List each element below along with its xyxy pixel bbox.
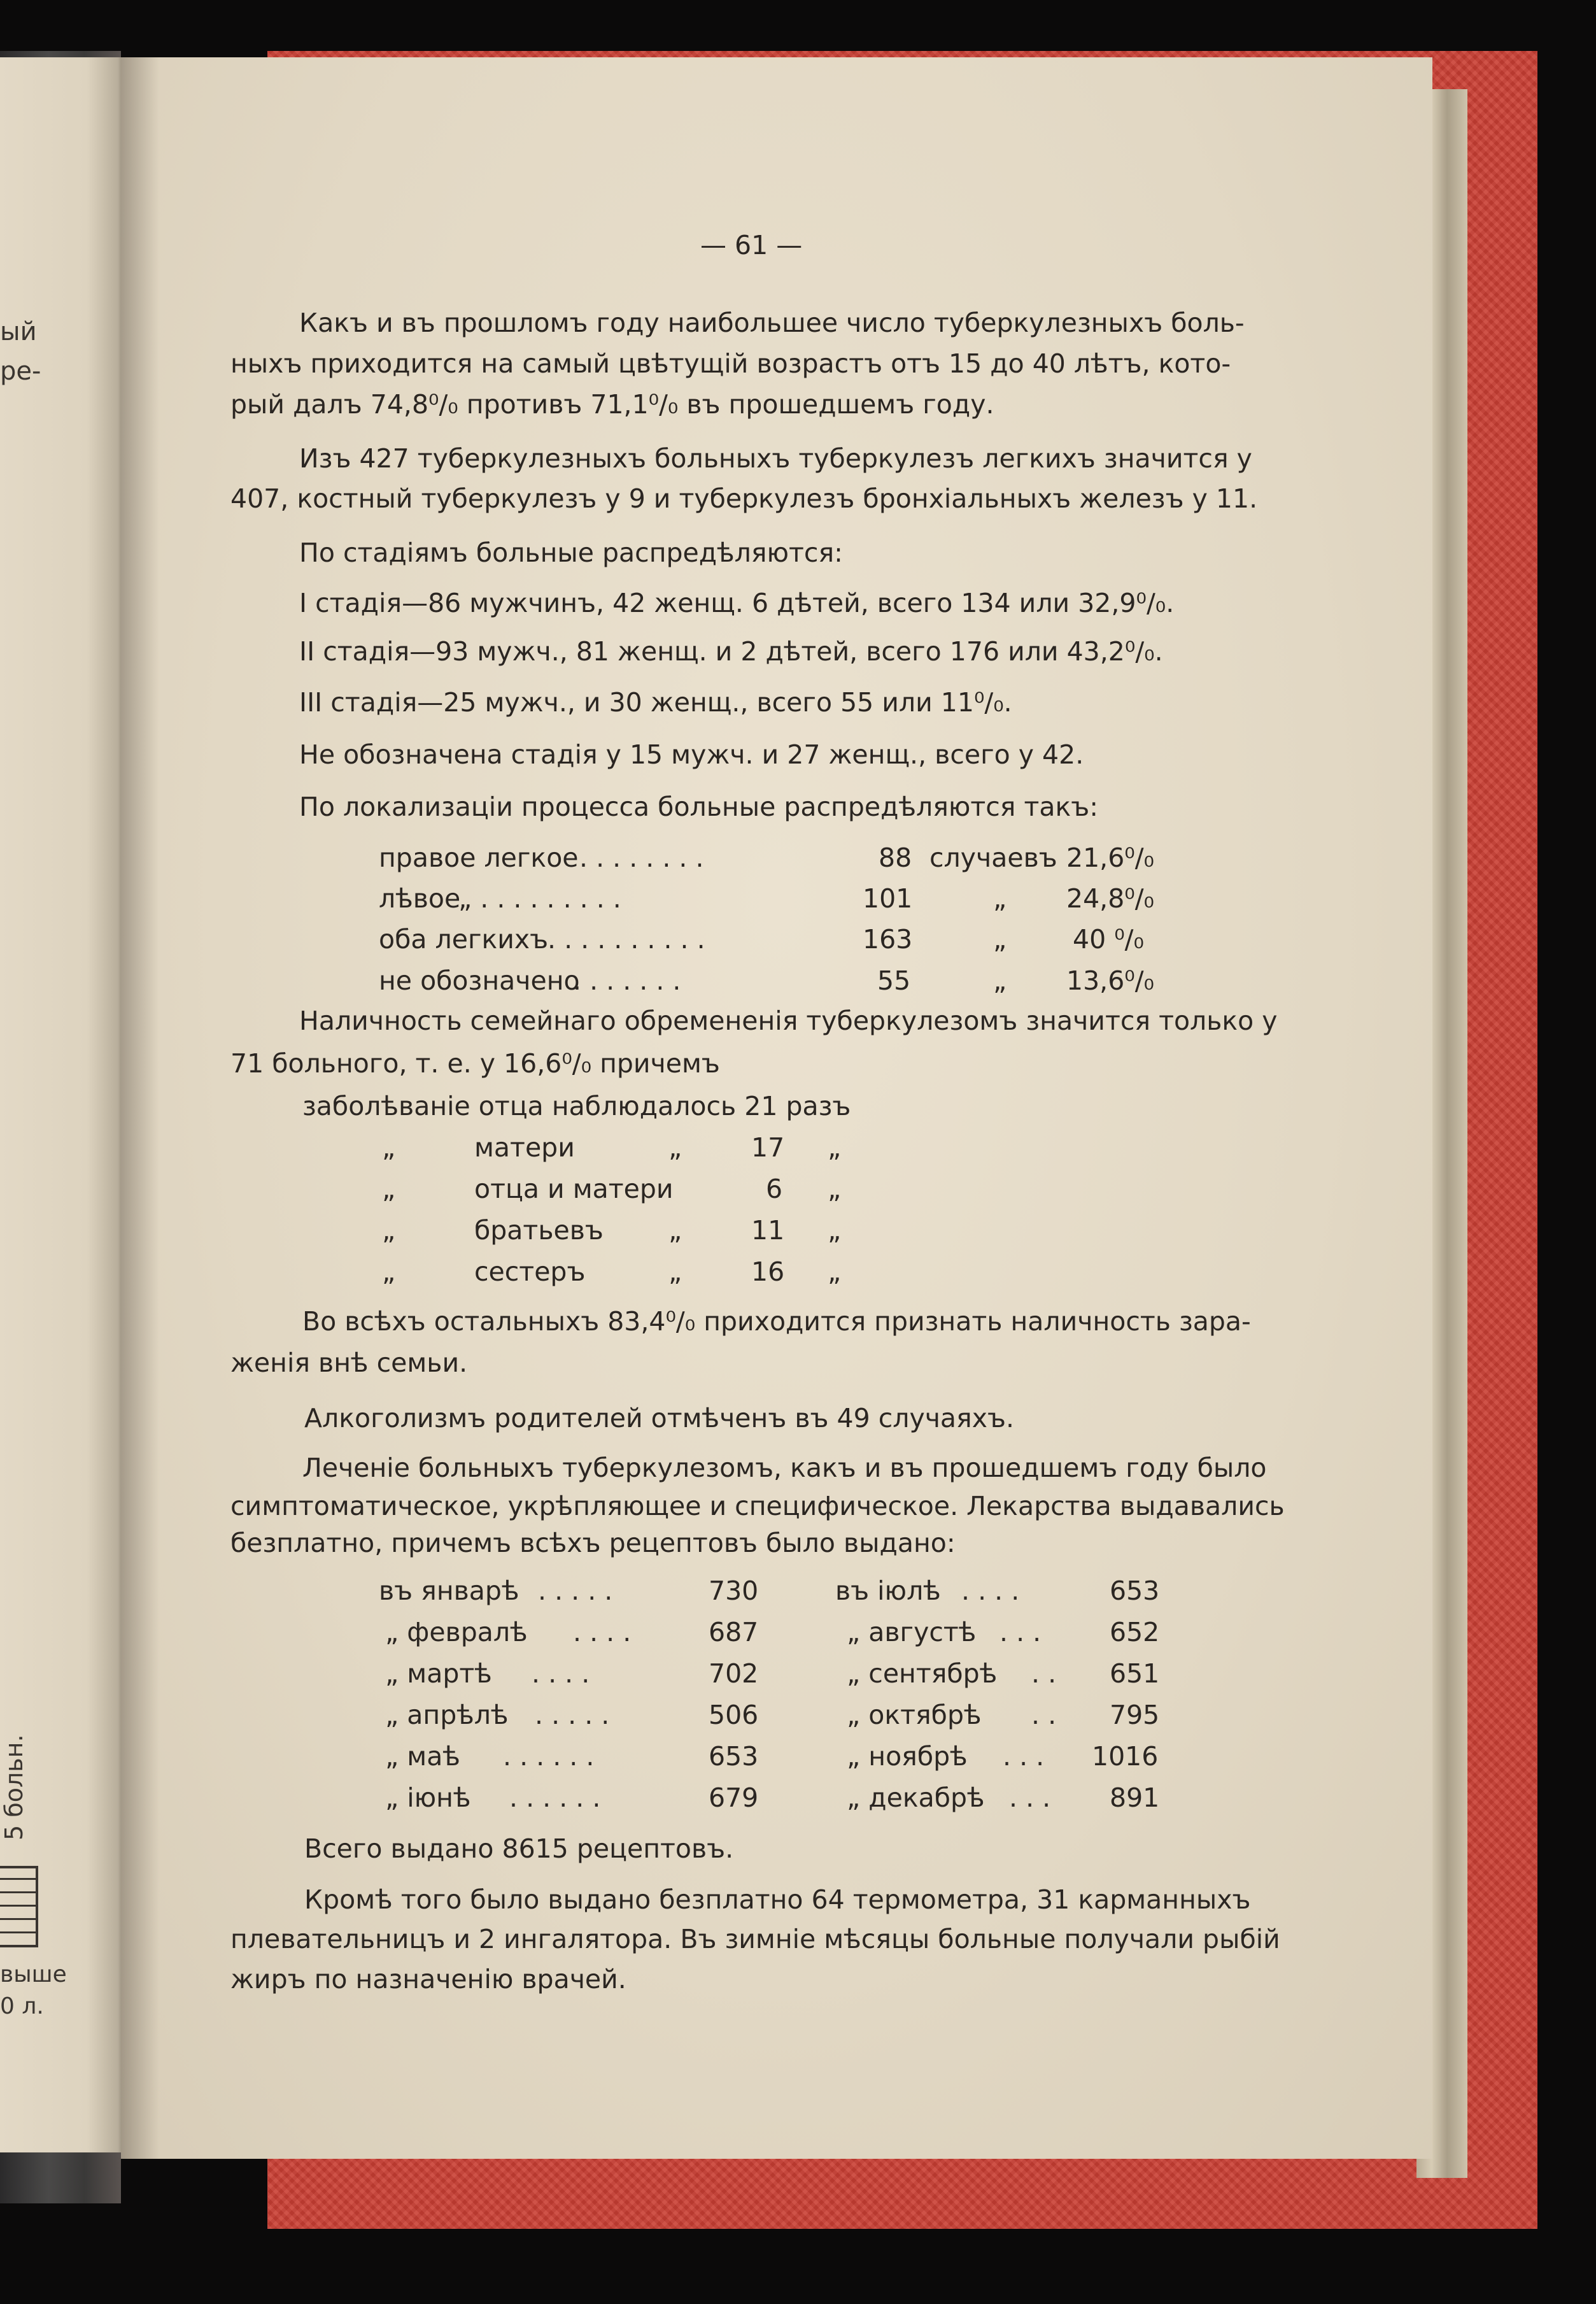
alcoholism-line: Алкоголизмъ родителей отмѣченъ въ 49 случаяхъ. [304,1403,1014,1433]
paragraph-line: Леченіе больныхъ туберкулезомъ, какъ и въ прошедшемъ году было [302,1453,1267,1483]
heredity-count: 17 [751,1132,785,1163]
paragraph-line: Изъ 427 туберкулезныхъ больныхъ туберкулезъ легкихъ значится у [299,443,1252,474]
localization-label: лѣвое [379,883,461,914]
paragraph-line: Во всѣхъ остальныхъ 83,4⁰/₀ приходится признать наличность зара- [302,1306,1251,1337]
leader-dots: . . . . . [535,1700,610,1730]
localization-pct: 24,8⁰/₀ [1066,883,1154,914]
month-label: „ февралѣ [385,1617,528,1647]
stage-line: II стадія—93 мужч., 81 женщ. и 2 дѣтей, всего 176 или 43,2⁰/₀. [299,636,1163,667]
prescription-count: 730 [709,1575,759,1606]
stage-line: III стадія—25 мужч., и 30 женщ., всего 55 или 11⁰/₀. [299,687,1012,718]
localization-label: оба легкихъ [379,924,549,955]
prescription-count: 891 [1110,1782,1160,1813]
paragraph-line: женія внѣ семьи. [230,1348,468,1378]
paragraph-line: 71 больного, т. е. у 16,6⁰/₀ причемъ [230,1048,720,1079]
paragraph-line: Кромѣ того было выдано безплатно 64 термометра, 31 карманныхъ [304,1884,1251,1915]
left-page-text: выше [0,1961,67,1988]
leader-dots: . . . . . . [503,1741,595,1772]
paragraph-line: 407, костный туберкулезъ у 9 и туберкулезъ бронхіальныхъ железъ у 11. [230,483,1258,514]
leader-dots: . . . . . . . . . . [547,924,705,955]
paragraph-line: симптоматическое, укрѣпляющее и специфическое. Лекарства выдавались [230,1491,1285,1521]
total-line: Всего выдано 8615 рецептовъ. [304,1833,734,1864]
prescription-count: 687 [709,1617,759,1647]
leader-dots: . . . . . . [509,1782,601,1813]
heredity-count: 11 [751,1215,785,1246]
paragraph-line: безплатно, причемъ всѣхъ рецептовъ было выдано: [230,1528,956,1558]
ditto-mark: „ [668,1256,682,1287]
localization-label: правое легкое [379,843,579,873]
leader-dots: . . . . . [538,1575,613,1606]
leader-dots: „ . . . . . . . . . [458,883,621,914]
ditto-mark: „ [382,1132,396,1163]
ditto-mark: „ [828,1215,842,1246]
left-page-text: ый [0,317,37,346]
paragraph-line: плевательницъ и 2 ингалятора. Въ зимніе мѣсяцы больные получали рыбій [230,1924,1280,1954]
left-page-grid-figure [0,1866,38,1947]
leader-dots: . . . . [573,1617,632,1647]
ditto-mark: „ [828,1132,842,1163]
localization-label: не обозначено [379,965,580,996]
month-label: „ августѣ [847,1617,977,1647]
localization-unit: „ [993,883,1007,914]
prescription-count: 652 [1110,1617,1160,1647]
prescription-count: 795 [1110,1700,1160,1730]
prescription-count: 679 [709,1782,759,1813]
leader-dots: . . . [1003,1741,1045,1772]
paragraph-line: Наличность семейнаго обремененія туберкулезомъ значится только у [299,1006,1278,1036]
left-page-fragment [0,57,124,2152]
prescription-count: 653 [1110,1575,1160,1606]
ditto-mark: „ [382,1215,396,1246]
paragraph-line: ныхъ приходится на самый цвѣтущій возрастъ отъ 15 до 40 лѣтъ, кото- [230,348,1231,379]
leader-dots: . . . . [532,1658,590,1689]
stage-line: I стадія—86 мужчинъ, 42 женщ. 6 дѣтей, всего 134 или 32,9⁰/₀. [299,588,1175,618]
month-label: „ декабрѣ [847,1782,985,1813]
ditto-mark: „ [668,1132,682,1163]
prescription-count: 1016 [1092,1741,1159,1772]
localization-count: 55 [877,965,911,996]
prescription-count: 702 [709,1658,759,1689]
month-label: „ октябрѣ [847,1700,982,1730]
left-page-text: ре- [0,357,41,386]
leader-dots: . . [1031,1658,1057,1689]
month-label: „ мартѣ [385,1658,492,1689]
prescription-count: 653 [709,1741,759,1772]
leader-dots: . . . [1009,1782,1051,1813]
localization-unit: случаевъ [929,843,1057,873]
heredity-relative: матери [474,1132,575,1163]
localization-unit: „ [993,924,1007,955]
localization-count: 88 [879,843,912,873]
localization-count: 101 [863,883,913,914]
leader-dots: . . . . . . . . [579,843,704,873]
month-label: „ ноябрѣ [847,1741,968,1772]
heredity-count: 6 [766,1174,783,1204]
paragraph-line: рый далъ 74,8⁰/₀ противъ 71,1⁰/₀ въ прошедшемъ году. [230,389,994,420]
month-label: „ апрѣлѣ [385,1700,509,1730]
month-label: „ іюнѣ [385,1782,471,1813]
ditto-mark: „ [828,1256,842,1287]
localization-pct: 40 ⁰/₀ [1073,924,1144,955]
month-label: „ маѣ [385,1741,460,1772]
prescription-count: 506 [709,1700,759,1730]
stages-intro: По стадіямъ больные распредѣляются: [299,537,843,568]
month-label: въ январѣ [379,1575,519,1606]
localization-count: 163 [863,924,913,955]
heredity-relative: отца и матери [474,1174,674,1204]
localization-pct: 13,6⁰/₀ [1066,965,1154,996]
heredity-count: 16 [751,1256,785,1287]
ditto-mark: „ [828,1174,842,1204]
heredity-intro: заболѣваніе отца наблюдалось 21 разъ [302,1091,851,1121]
leader-dots: . . . [999,1617,1042,1647]
paragraph-line: Какъ и въ прошломъ году наибольшее число туберкулезныхъ боль- [299,308,1245,338]
paragraph-line: жиръ по назначенію врачей. [230,1964,626,1995]
localization-intro: По локализаціи процесса больные распредѣляются такъ: [299,792,1099,822]
leader-dots: . . . . [961,1575,1020,1606]
heredity-relative: сестеръ [474,1256,586,1287]
month-label: „ сентябрѣ [847,1658,998,1689]
prescription-count: 651 [1110,1658,1160,1689]
localization-unit: „ [993,965,1007,996]
left-page-text: 0 л. [0,1993,44,2019]
ditto-mark: „ [668,1215,682,1246]
heredity-relative: братьевъ [474,1215,604,1246]
localization-pct: 21,6⁰/₀ [1066,843,1154,873]
spine-shadow [121,57,159,2159]
stage-line: Не обозначена стадія у 15 мужч. и 27 женщ., всего у 42. [299,739,1084,770]
leader-dots: . . [1031,1700,1057,1730]
page-number: — 61 — [700,230,803,260]
ditto-mark: „ [382,1174,396,1204]
ditto-mark: „ [382,1256,396,1287]
month-label: въ іюлѣ [835,1575,941,1606]
leader-dots: . . . . . . . [573,965,681,996]
left-page-vertical-text: 5 больн. [0,1734,28,1840]
